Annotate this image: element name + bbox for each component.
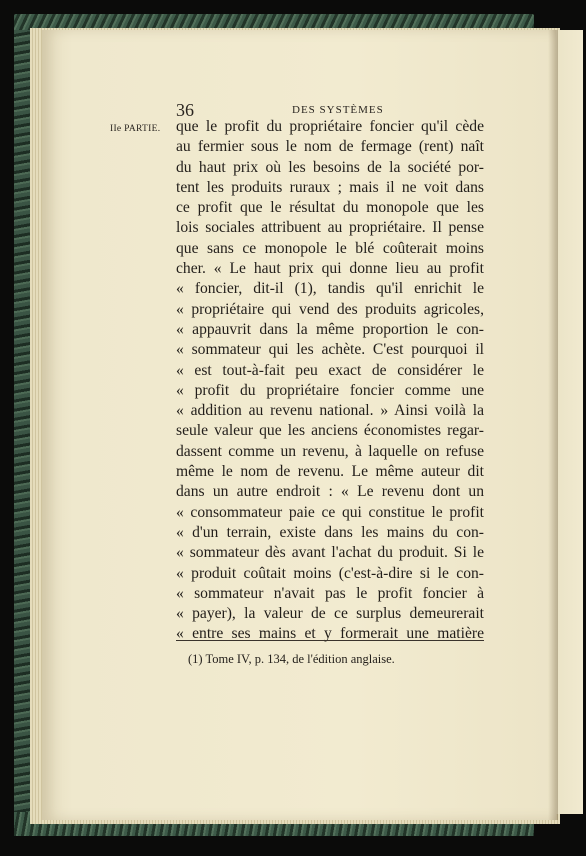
text-line: « sommateur dès avant l'achat du produit. Si le xyxy=(176,544,484,562)
text-line: « sommateur n'avait pas le profit foncier à xyxy=(176,584,484,602)
footnote-rule xyxy=(176,640,484,641)
text-line: du haut prix où les besoins de la société por- xyxy=(176,158,484,176)
footnote: (1) Tome IV, p. 134, de l'édition anglaise. xyxy=(188,652,395,666)
text-line: lois sociales attribuent au propriétaire. Il pense xyxy=(176,219,484,237)
text-line: que sans ce monopole le blé coûterait moins xyxy=(176,239,484,257)
text-line: « addition au revenu national. » Ainsi voilà la xyxy=(176,402,484,420)
text-line: « foncier, dit-il (1), tandis qu'il enrichit le xyxy=(176,280,484,298)
text-line: dassent comme un revenu, à laquelle on refuse xyxy=(176,442,484,460)
text-line: que le profit du propriétaire foncier qu'il cède xyxy=(176,118,484,135)
text-line: cher. « Le haut prix qui donne lieu au profit xyxy=(176,260,484,278)
gutter-shadow xyxy=(548,30,558,820)
text-line: « consommateur paie ce qui constitue le profit xyxy=(176,503,484,521)
text-line: « d'un terrain, existe dans les mains du con- xyxy=(176,523,484,541)
text-line: « profit du propriétaire foncier comme une xyxy=(176,381,484,399)
text-line: « propriétaire qui vend des produits agricoles, xyxy=(176,300,484,318)
text-line: « sommateur qui les achète. C'est pourquoi il xyxy=(176,341,484,359)
text-line: au fermier sous le nom de fermage (rent) naît xyxy=(176,138,484,156)
page-number: 36 xyxy=(176,100,194,120)
text-line: « appauvrit dans la même proportion le con- xyxy=(176,320,484,338)
text-line: « entre ses mains et y formerait une matière xyxy=(176,625,484,643)
text-line: « est tout-à-fait peu exact de considérer le xyxy=(176,361,484,379)
text-line: tent les produits ruraux ; mais il ne voit dans xyxy=(176,178,484,196)
text-line: ce profit que le résultat du monopole que les xyxy=(176,199,484,217)
margin-note: IIe PARTIE. xyxy=(110,124,161,134)
running-title: DES SYSTÈMES xyxy=(292,104,384,116)
text-line: « payer), la valeur de ce surplus demeurerait xyxy=(176,605,484,623)
body-text xyxy=(176,117,484,645)
text-line: même le nom de revenu. Le même auteur dit xyxy=(176,463,484,481)
text-line: seule valeur que les anciens économistes regar- xyxy=(176,422,484,440)
text-line: dans un autre endroit : « Le revenu dont un xyxy=(176,483,484,501)
text-line: « produit coûtait moins (c'est-à-dire si le con- xyxy=(176,564,484,582)
